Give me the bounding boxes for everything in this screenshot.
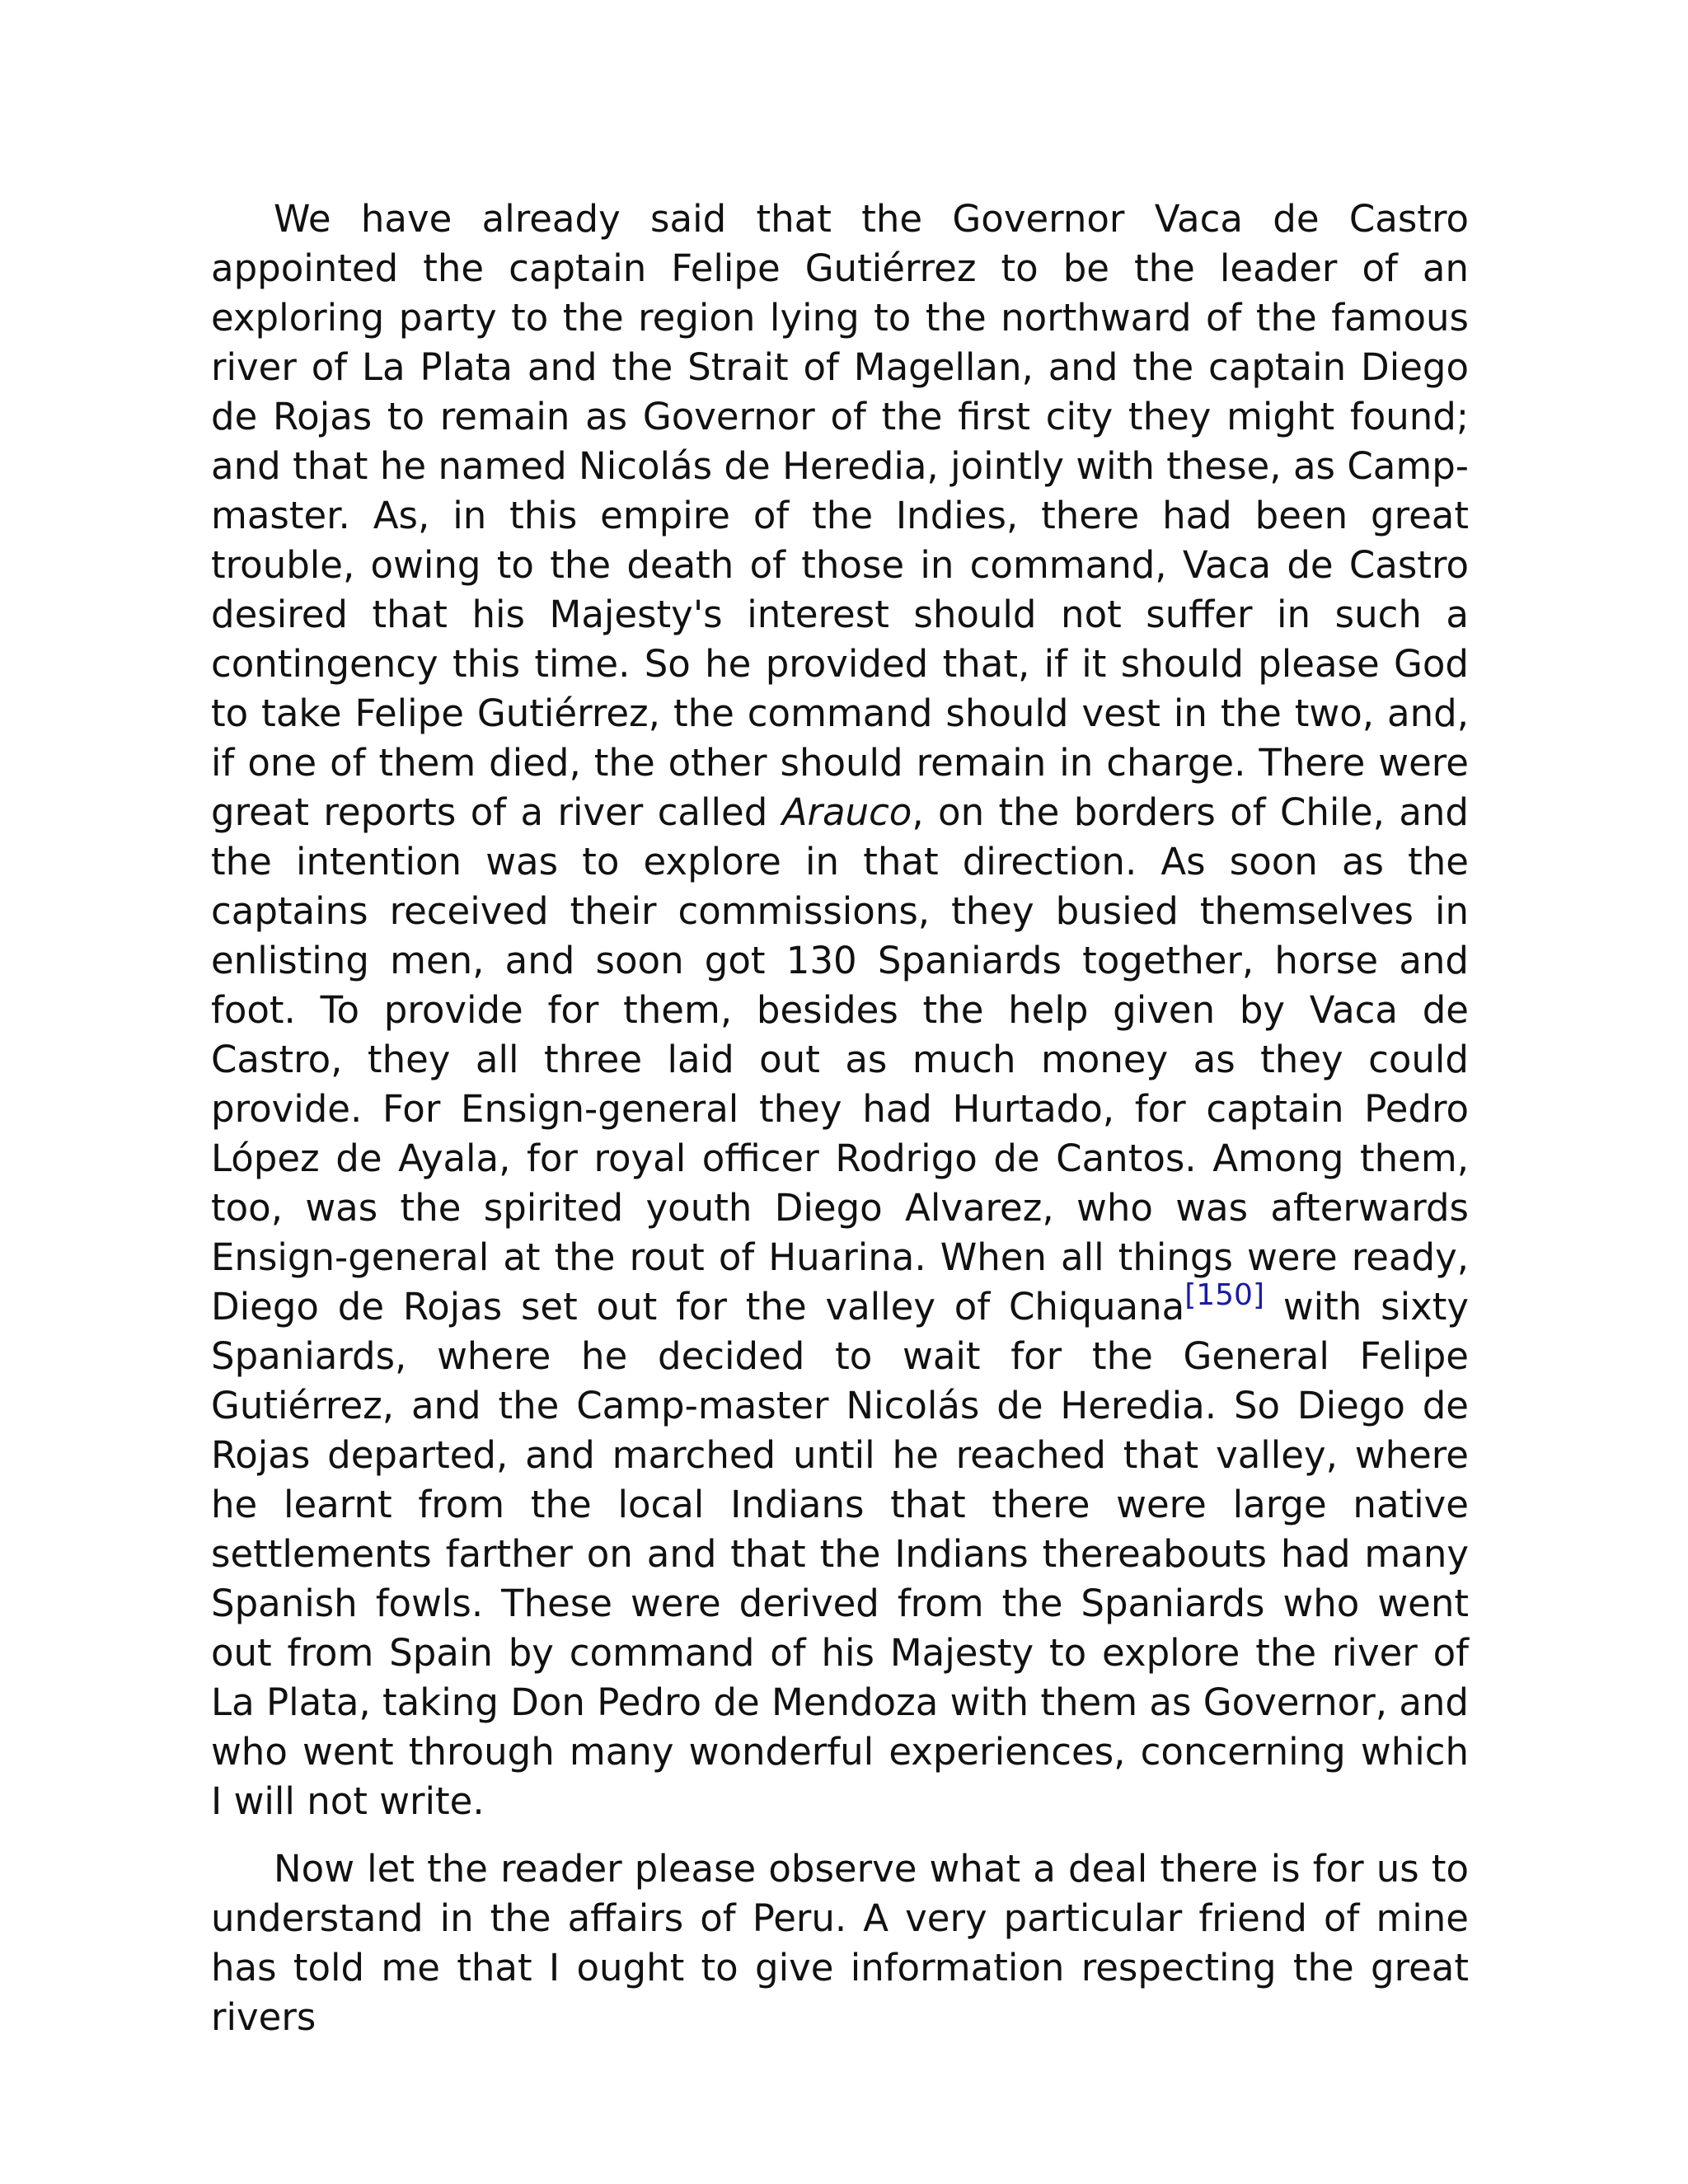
document-page — [211, 194, 1469, 2042]
paragraph-text: Now let the reader please observe what a deal there is for us to understand in the affairs of Peru. A very particular friend of mine has told me that I ought to give information respecting the great rivers — [211, 1847, 1469, 2039]
paragraph — [211, 194, 1469, 1826]
paragraph-text: We have already said that the Governor Vaca de Castro appointed the captain Felipe Gutiérrez to be the leader of an exploring party to the region lying to the northward of the famous river of La Plata and the Strait of Magellan, and the captain Diego de Rojas to remain as Governor of the first city they might found; and that he named Nicolás de Heredia, jointly with these, as Camp-master. As, in this empire of the Indies, there had been great trouble, owing to the death of those in command, Vaca de Castro desired that his Majesty's interest should not suffer in such a contingency this time. So he provided that, if it should please God to take Felipe Gutiérrez, the command should vest in the two, and, if one of them died, the other should remain in charge. There were great reports of a river called — [211, 197, 1469, 834]
paragraph-text: , on the borders of Chile, and the intention was to explore in that direction. As soon as the captains received their commissions, they busied themselves in enlisting men, and soon got 130 Spaniards together, horse and foot. To provide for them, besides the help given by Vaca de Castro, they all three laid out as much money as they could provide. For Ensign-general they had Hurtado, for captain Pedro López de Ayala, for royal officer Rodrigo de Cantos. Among them, too, was the spirited youth Diego Alvarez, who was afterwards Ensign-general at the rout of Huarina. When all things were ready, Diego de Rojas set out for the valley of Chiquana — [211, 790, 1469, 1329]
italic-river-name: Arauco — [781, 790, 912, 834]
paragraph — [211, 1844, 1469, 2042]
footnote-link[interactable]: [150] — [1184, 1278, 1265, 1312]
paragraph-text: with sixty Spaniards, where he decided to wait for the General Felipe Gutiérrez, and the Camp-master Nicolás de Heredia. So Diego de Rojas departed, and marched until he reached that valley, where he learnt from the local Indians that there were large native settlements farther on and that the Indians thereabouts had many Spanish fowls. These were derived from the Spaniards who went out from Spain by command of his Majesty to explore the river of La Plata, taking Don Pedro de Mendoza with them as Governor, and who went through many wonderful experiences, concerning which I will not write. — [211, 1285, 1469, 1823]
